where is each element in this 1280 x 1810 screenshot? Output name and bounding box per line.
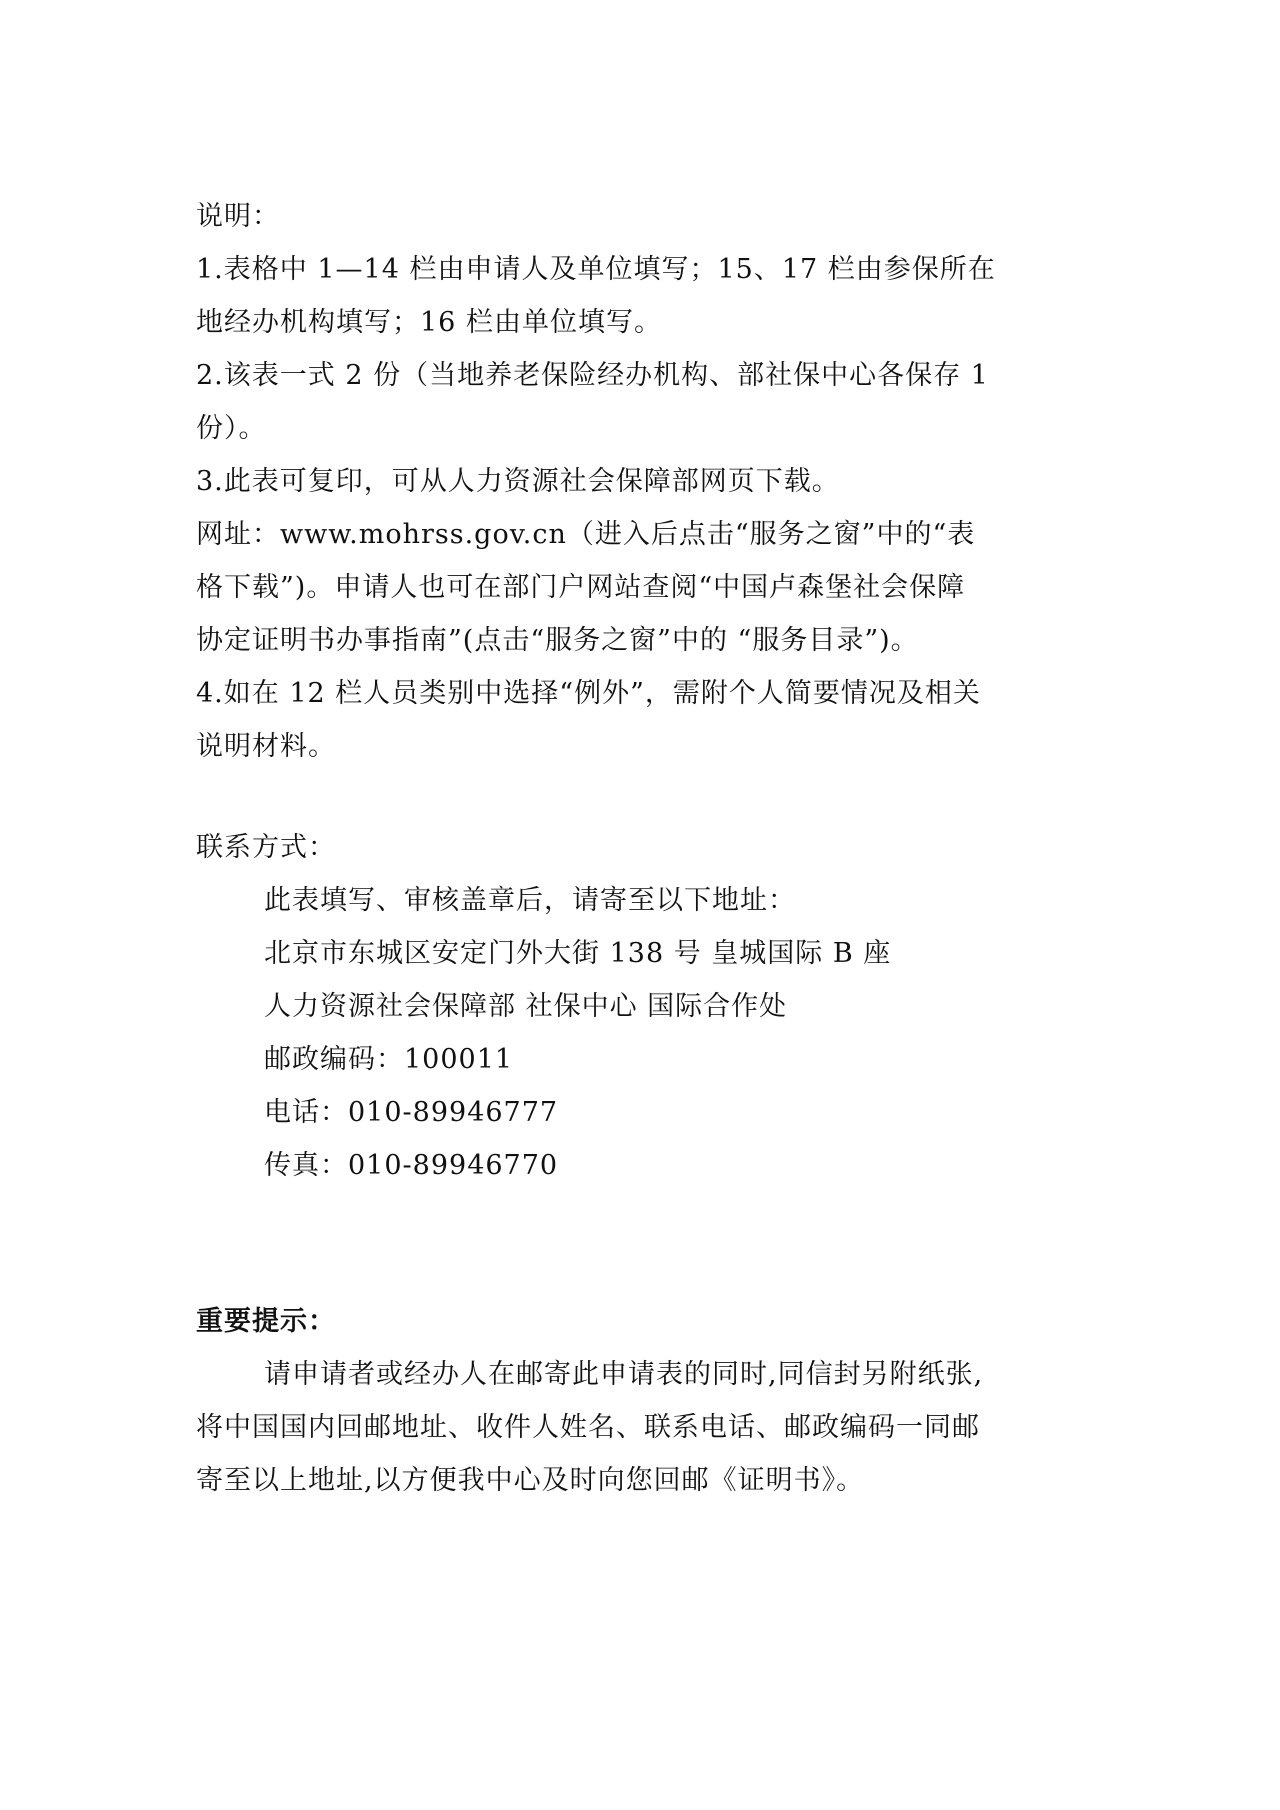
contact-intro: 此表填写、审核盖章后，请寄至以下地址： bbox=[264, 885, 796, 916]
notice-heading: 重要提示： bbox=[196, 1306, 336, 1337]
instruction-line: 协定证明书办事指南”(点击“服务之窗”中的 “服务目录”)。 bbox=[196, 625, 919, 656]
instruction-line: 1.表格中 1—14 栏由申请人及单位填写；15、17 栏由参保所在 bbox=[196, 254, 996, 285]
instructions-heading: 说明： bbox=[196, 201, 280, 232]
instructions-section bbox=[196, 190, 1096, 773]
contact-fax: 传真：010-89946770 bbox=[264, 1150, 559, 1181]
instruction-line: 3.此表可复印，可从人力资源社会保障部网页下载。 bbox=[196, 466, 840, 497]
instruction-line: 2.该表一式 2 份（当地养老保险经办机构、部社保中心各保存 1 bbox=[196, 360, 989, 391]
contact-section bbox=[196, 821, 1096, 1192]
instruction-line: 4.如在 12 栏人员类别中选择“例外”，需附个人简要情况及相关 bbox=[196, 678, 981, 709]
instruction-line: 地经办机构填写；16 栏由单位填写。 bbox=[196, 307, 662, 338]
notice-line: 寄至以上地址,以方便我中心及时向您回邮《证明书》。 bbox=[196, 1465, 865, 1496]
instruction-line: 份）。 bbox=[196, 413, 267, 444]
contact-organization: 人力资源社会保障部 社保中心 国际合作处 bbox=[264, 991, 788, 1022]
instruction-line: 说明材料。 bbox=[196, 731, 336, 762]
notice-section bbox=[196, 1295, 1096, 1507]
notice-line: 请申请者或经办人在邮寄此申请表的同时,同信封另附纸张, bbox=[264, 1359, 984, 1390]
notice-line: 将中国国内回邮地址、收件人姓名、联系电话、邮政编码一同邮 bbox=[196, 1412, 980, 1443]
contact-phone: 电话：010-89946777 bbox=[264, 1097, 559, 1128]
contact-address: 北京市东城区安定门外大街 138 号 皇城国际 B 座 bbox=[264, 938, 892, 969]
contact-postal-code: 邮政编码：100011 bbox=[264, 1044, 514, 1075]
contact-heading: 联系方式： bbox=[196, 832, 336, 863]
document-page bbox=[196, 190, 1096, 1507]
instruction-line: 网址：www.mohrss.gov.cn（进入后点击“服务之窗”中的“表 bbox=[196, 519, 976, 550]
instruction-line: 格下载”)。申请人也可在部门户网站查阅“中国卢森堡社会保障 bbox=[196, 572, 966, 603]
